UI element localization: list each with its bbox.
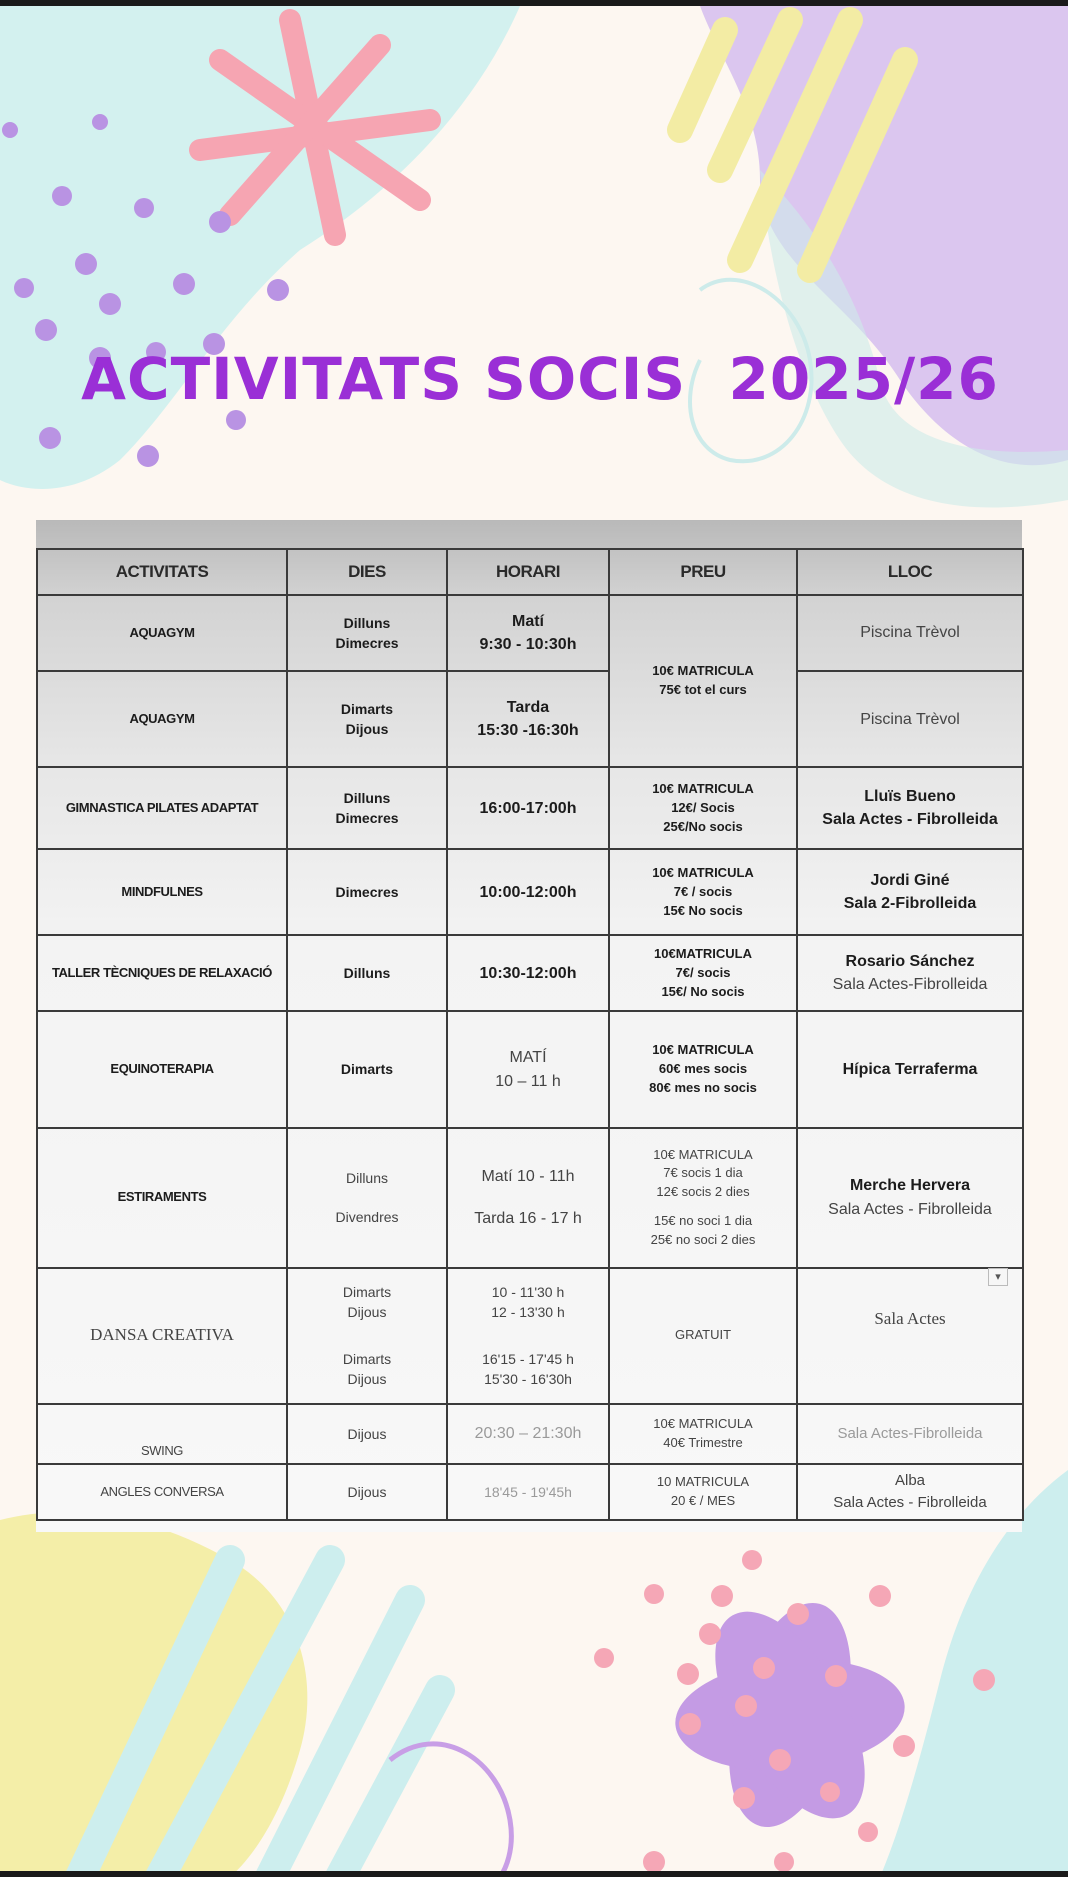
dropdown-arrow-icon: ▾ <box>988 1268 1008 1286</box>
cell-lloc: Sala Actes <box>797 1268 1023 1404</box>
header-horari: HORARI <box>447 549 609 595</box>
cell-activitat: SWING <box>37 1404 287 1464</box>
cell-preu: 10€ MATRICULA 12€/ Socis 25€/No socis <box>609 767 797 849</box>
cell-activitat: ESTIRAMENTS <box>37 1128 287 1268</box>
cell-activitat: EQUINOTERAPIA <box>37 1011 287 1127</box>
cell-preu: GRATUIT <box>609 1268 797 1404</box>
cell-preu: 10€MATRICULA 7€/ socis 15€/ No socis <box>609 935 797 1011</box>
header-activitats: ACTIVITATS <box>37 549 287 595</box>
cell-horari: Tarda 15:30 -16:30h <box>447 671 609 767</box>
cell-dies: Dilluns Dimecres <box>287 767 447 849</box>
cell-dies: Dijous <box>287 1464 447 1520</box>
header-dies: DIES <box>287 549 447 595</box>
cell-activitat: MINDFULNES <box>37 849 287 935</box>
cell-lloc: Piscina Trèvol <box>797 595 1023 671</box>
cell-activitat: AQUAGYM <box>37 595 287 671</box>
table-row <box>37 1268 1023 1404</box>
cell-horari: MATÍ 10 – 11 h <box>447 1011 609 1127</box>
cell-dies: Dimarts Dijous Dimarts Dijous <box>287 1268 447 1404</box>
cell-lloc: Rosario Sánchez Sala Actes-Fibrolleida <box>797 935 1023 1011</box>
cell-dies: Dimarts <box>287 1011 447 1127</box>
table-row <box>37 935 1023 1011</box>
cell-preu: 10 MATRICULA 20 € / MES <box>609 1464 797 1520</box>
cell-lloc: Alba Sala Actes - Fibrolleida <box>797 1464 1023 1520</box>
cell-lloc: Merche Hervera Sala Actes - Fibrolleida <box>797 1128 1023 1268</box>
cell-activitat: TALLER TÈCNIQUES DE RELAXACIÓ <box>37 935 287 1011</box>
table-row <box>37 1128 1023 1268</box>
cell-dies: Dijous <box>287 1404 447 1464</box>
schedule-table <box>36 548 1024 1521</box>
table-row <box>37 1404 1023 1464</box>
cell-horari: 10 - 11'30 h 12 - 13'30 h 16'15 - 17'45 h 15'30 - 16'30h <box>447 1268 609 1404</box>
cell-horari: Matí 10 - 11h Tarda 16 - 17 h <box>447 1128 609 1268</box>
cell-activitat: DANSA CREATIVA <box>37 1268 287 1404</box>
cell-preu: 10€ MATRICULA 75€ tot el curs <box>609 595 797 767</box>
cell-dies: Dilluns <box>287 935 447 1011</box>
cell-horari: 20:30 – 21:30h <box>447 1404 609 1464</box>
table-header-row <box>37 549 1023 595</box>
cell-lloc: Lluïs Bueno Sala Actes - Fibrolleida <box>797 767 1023 849</box>
cell-dies: Dimarts Dijous <box>287 671 447 767</box>
cell-preu: 10€ MATRICULA 40€ Trimestre <box>609 1404 797 1464</box>
header-lloc: LLOC <box>797 549 1023 595</box>
cell-lloc: Hípica Terraferma <box>797 1011 1023 1127</box>
cell-preu: 10€ MATRICULA 60€ mes socis 80€ mes no socis <box>609 1011 797 1127</box>
cell-activitat: AQUAGYM <box>37 671 287 767</box>
cell-horari: 10:30-12:00h <box>447 935 609 1011</box>
table-row <box>37 767 1023 849</box>
table-row <box>37 849 1023 935</box>
table-row <box>37 595 1023 671</box>
table-row <box>37 1464 1023 1520</box>
cell-horari: Matí 9:30 - 10:30h <box>447 595 609 671</box>
cell-lloc: Piscina Trèvol <box>797 671 1023 767</box>
cell-dies: Dilluns Divendres <box>287 1128 447 1268</box>
cell-dies: Dimecres <box>287 849 447 935</box>
cell-horari: 10:00-12:00h <box>447 849 609 935</box>
cell-preu: 10€ MATRICULA 7€ socis 1 dia 12€ socis 2 dies 15€ no soci 1 dia 25€ no soci 2 dies <box>609 1128 797 1268</box>
table-row <box>37 671 1023 767</box>
cell-horari: 16:00-17:00h <box>447 767 609 849</box>
cell-activitat: GIMNASTICA PILATES ADAPTAT <box>37 767 287 849</box>
page-title: ACTIVITATS SOCIS 2025/26 <box>81 345 999 413</box>
cell-horari: 18'45 - 19'45h <box>447 1464 609 1520</box>
cell-lloc: Jordi Giné Sala 2-Fibrolleida <box>797 849 1023 935</box>
cell-preu: 10€ MATRICULA 7€ / socis 15€ No socis <box>609 849 797 935</box>
cell-activitat: ANGLES CONVERSA <box>37 1464 287 1520</box>
table-row <box>37 1011 1023 1127</box>
cell-lloc: Sala Actes-Fibrolleida <box>797 1404 1023 1464</box>
header-preu: PREU <box>609 549 797 595</box>
cell-dies: Dilluns Dimecres <box>287 595 447 671</box>
